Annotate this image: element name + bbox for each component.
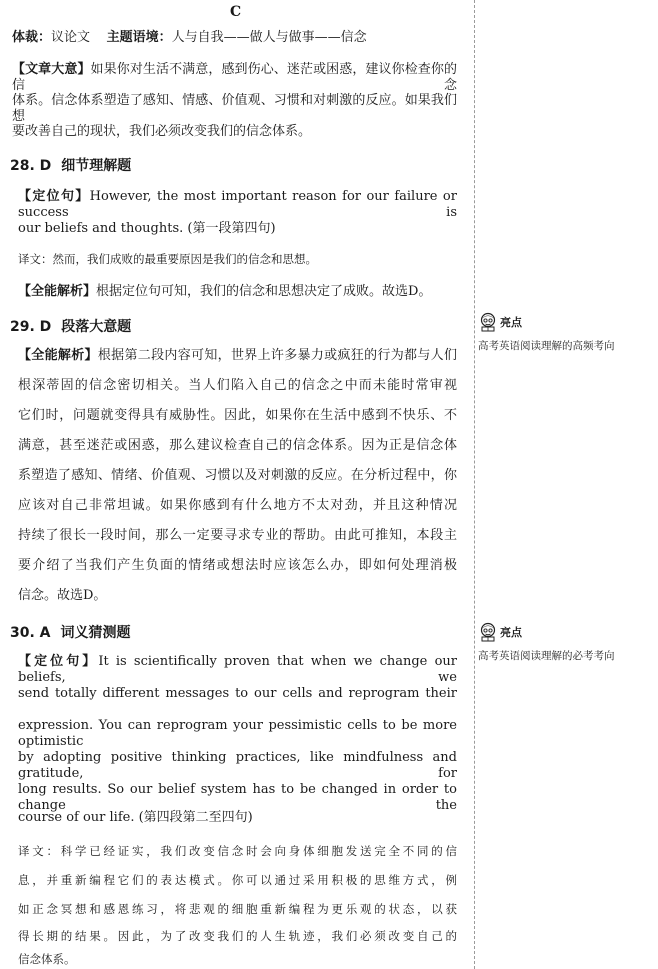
q29-line-9: 信念。故选D。 — [18, 588, 107, 603]
summary-line-1: 【文章大意】如果你对生活不满意，感到伤心、迷茫或困惑，建议你检查你的信念 — [12, 62, 457, 93]
reading-student-icon — [478, 312, 498, 332]
q30-heading — [10, 622, 131, 642]
q28-heading — [10, 155, 131, 175]
highlight-badge — [478, 622, 656, 642]
q29-line-4: 满意，甚至迷茫或困惑，那么建议检查自己的信念体系。因为正是信念体 — [18, 438, 457, 453]
q30-locate-line-5: long results. So our belief system has to be changed in order to change the — [18, 782, 457, 813]
q29-line-6: 应该对自己非常坦诚。如果你感到有什么地方不太对劲，并且这种情况 — [18, 498, 457, 513]
q29-line-7: 持续了很长一段时间，那么一定要寻求专业的帮助。由此可推知，本段主 — [18, 528, 457, 543]
q29-number: 29. D — [10, 319, 52, 335]
q30-locate-line-4: by adopting positive thinking practices, like mindfulness and gratitude, for — [18, 750, 457, 781]
q29-line-2: 根深蒂固的信念密切相关。当人们陷入自己的信念之中而未能时常审视 — [18, 378, 457, 393]
badge-label: 亮点 — [500, 316, 522, 329]
q30-type: 词义猜测题 — [60, 625, 131, 641]
q29-line-8: 要介绍了当我们产生负面的情绪或想法时应该怎么办，即如何处理消极 — [18, 558, 457, 573]
summary-label: 【文章大意】 — [12, 62, 91, 77]
genre-value: 议论文 — [51, 30, 91, 45]
q29-line-5: 系塑造了感知、情绪、价值观、习惯以及对刺激的反应。在分析过程中，你 — [18, 468, 457, 483]
highlight-badge — [478, 312, 656, 332]
q29-heading — [10, 316, 131, 336]
theme-value: 人与自我——做人与做事——信念 — [171, 30, 367, 45]
q28-locate-line-1: 【定位句】However, the most important reason for our failure or success is — [18, 189, 457, 220]
q28-translation: 译文：然而，我们成败的最重要原因是我们的信念和思想。 — [18, 252, 317, 266]
sidebar-note-2 — [478, 622, 656, 663]
q30-locate-line-6: course of our life. (第四段第二至四句) — [18, 810, 253, 825]
q28-analysis-label: 【全能解析】 — [18, 284, 97, 299]
q29-analysis-label: 【全能解析】 — [18, 348, 98, 363]
reading-student-icon — [478, 622, 498, 642]
column-divider — [474, 0, 475, 969]
section-letter: C — [230, 4, 242, 20]
sidebar-note-1 — [478, 312, 656, 353]
q30-locate-line-3: expression. You can reprogram your pessimistic cells to be more optimistic — [18, 718, 457, 749]
q30-locate-line-1: 【定位句】It is scientifically proven that when we change our beliefs, we — [18, 654, 457, 685]
q28-locate-label: 【定位句】 — [18, 189, 90, 204]
summary-line-2: 体系。信念体系塑造了感知、情感、价值观、习惯和对刺激的反应。如果我们想 — [12, 93, 457, 124]
q28-type: 细节理解题 — [61, 158, 132, 174]
q30-translation-line-4: 得长期的结果。因此，为了改变我们的人生轨迹，我们必须改变自己的 — [18, 929, 457, 943]
q30-translation-line-5: 信念体系。 — [18, 952, 76, 966]
badge-label: 亮点 — [500, 626, 522, 639]
sidebar-note-text: 高考英语阅读理解的必考考向 — [478, 650, 615, 662]
q29-line-3: 它们时，问题就变得具有威胁性。因此，如果你在生活中感到不快乐、不 — [18, 408, 457, 423]
summary-line-3: 要改善自己的现状，我们必须改变我们的信念体系。 — [12, 124, 312, 139]
theme-label: 主题语境： — [106, 30, 172, 45]
q30-locate-label: 【定位句】 — [18, 654, 99, 669]
q30-number: 30. A — [10, 625, 51, 641]
q30-locate-line-2: send totally different messages to our cells and reprogram their — [18, 686, 457, 701]
genre-label: 体裁： — [12, 30, 52, 45]
q30-translation-line-1: 译文：科学已经证实，我们改变信念时会向身体细胞发送完全不同的信 — [18, 844, 457, 858]
sidebar-note-text: 高考英语阅读理解的高频考向 — [478, 340, 615, 352]
q28-number: 28. D — [10, 158, 52, 174]
genre-line — [12, 30, 367, 46]
q28-locate-line-2: our beliefs and thoughts. (第一段第四句) — [18, 221, 276, 236]
q28-analysis: 【全能解析】根据定位句可知，我们的信念和思想决定了成败。故选D。 — [18, 284, 432, 299]
q30-translation-line-3: 如正念冥想和感恩练习，将悲观的细胞重新编程为更乐观的状态，以获 — [18, 902, 457, 916]
q29-type: 段落大意题 — [61, 319, 132, 335]
q30-translation-line-2: 息，并重新编程它们的表达模式。你可以通过采用积极的思维方式，例 — [18, 873, 457, 887]
q29-line-1: 【全能解析】根据第二段内容可知，世界上许多暴力或疯狂的行为都与人们 — [18, 348, 457, 363]
